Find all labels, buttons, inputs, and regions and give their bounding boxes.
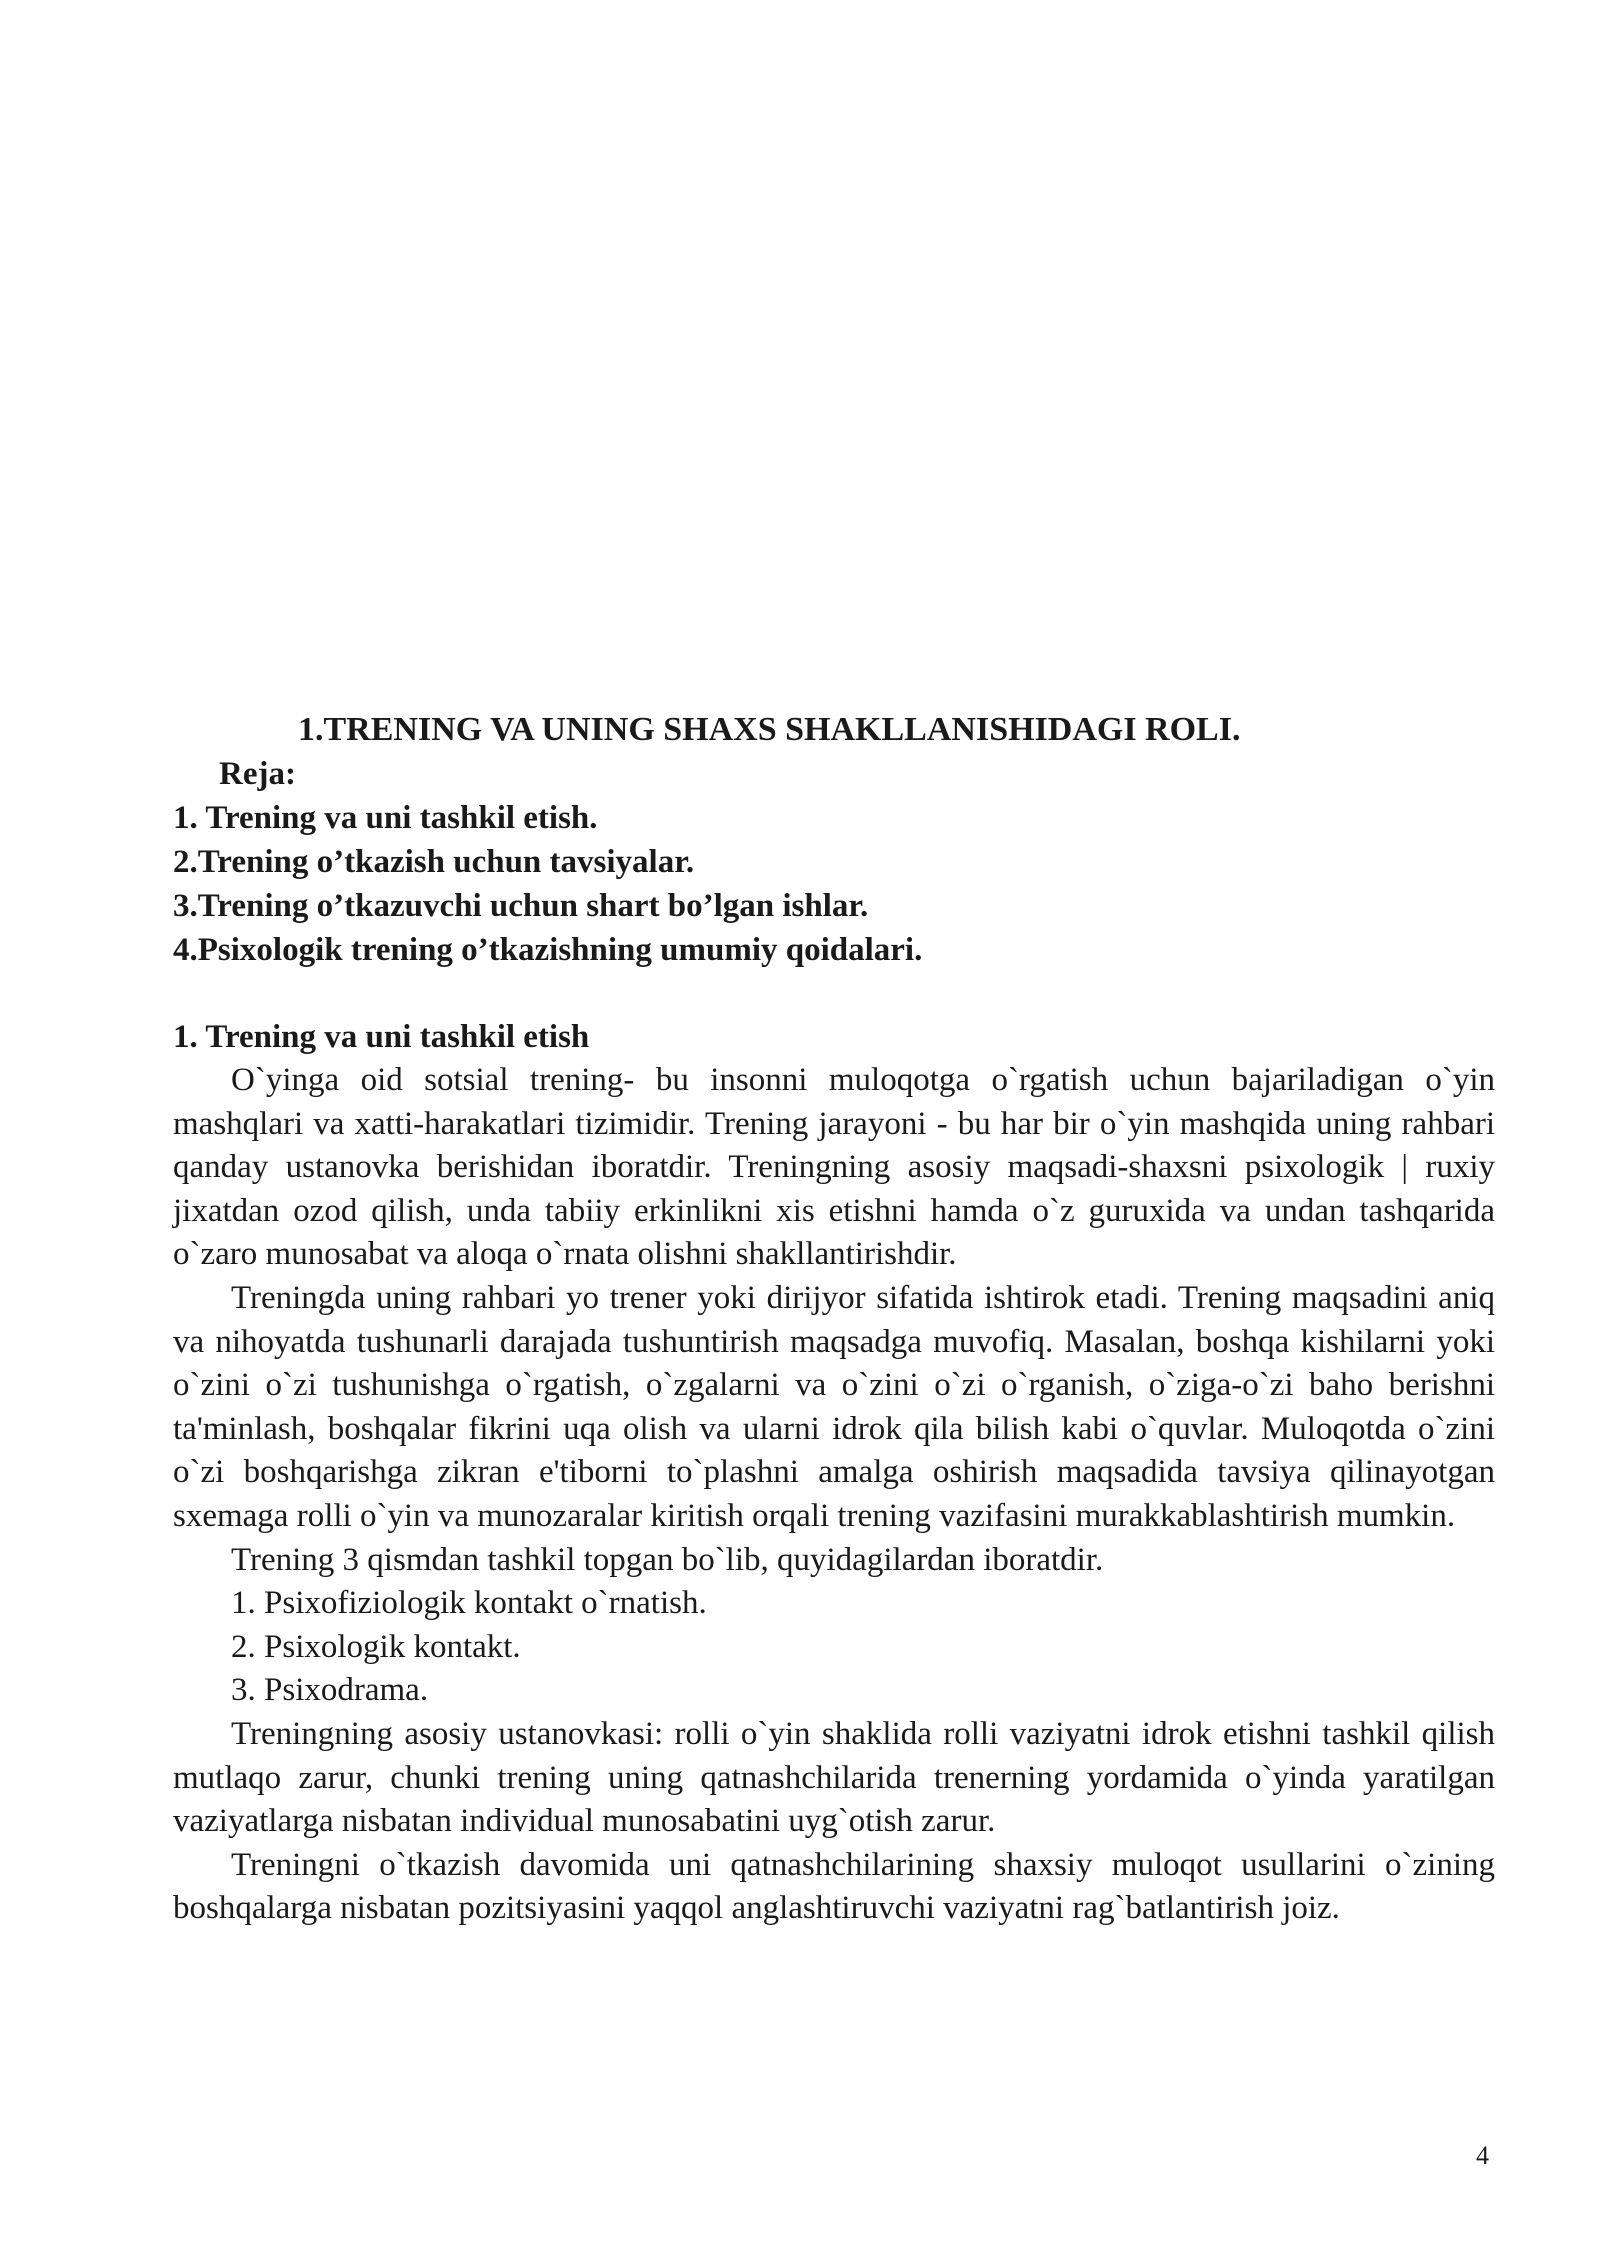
page-content (173, 708, 1495, 1931)
chapter-title: 1.TRENING VA UNING SHAXS SHAKLLANISHIDAGI ROLI. (298, 711, 1241, 748)
plan-heading: Reja: (219, 756, 296, 792)
paragraph: Treningning asosiy ustanovkasi: rolli o`yin shaklida rolli vaziyatni idrok etishni tashkil qilish mutlaqo zarur, chunki trening uning qatnashchilarida trenerning yordamida o`yinda yaratilgan vaziyatlarga nisbatan individual munosabatini uyg`otish zarur. (173, 1715, 1495, 1840)
section-heading: 1. Trening va uni tashkil etish (173, 1019, 590, 1055)
training-parts-list (173, 1582, 1495, 1713)
spacer (173, 972, 1495, 1015)
plan-item: 1. Trening va uni tashkil etish. (173, 800, 598, 836)
paragraph: O`yinga oid sotsial trening- bu insonni muloqotga o`rgatish uchun bajariladigan o`yin mashqlari va xatti-harakatlari tizimidir. Trening jarayoni - bu har bir o`yin mashqida uning rahbari qanday ustanovka berishidan iboratdir. Treningning asosiy maqsadi-shaxsni psixologik | ruxiy jixatdan ozod qilish, unda tabiiy erkinlikni xis etishni hamda o`z guruxida va undan tashqarida o`zaro munosabat va aloqa o`rnata olishni shakllantirishdir. (173, 1062, 1495, 1273)
list-item: 3. Psixodrama. (231, 1672, 429, 1709)
plan-item: 3.Trening o’tkazuvchi uchun shart bo’lgan ishlar. (173, 888, 869, 924)
paragraph: Treningni o`tkazish davomida uni qatnashchilarining shaxsiy muloqot usullarini o`zining boshqalarga nisbatan pozitsiyasini yaqqol anglashtiruvchi vaziyatni rag`batlantirish joiz. (173, 1846, 1495, 1927)
list-item: 2. Psixologik kontakt. (231, 1628, 521, 1665)
plan-list (173, 796, 1495, 972)
plan-item: 4.Psixologik trening o’tkazishning umumiy qoidalari. (173, 932, 923, 968)
list-item: 1. Psixofiziologik kontakt o`rnatish. (231, 1585, 707, 1622)
page-number: 4 (1476, 2141, 1489, 2170)
paragraph: Treningda uning rahbari yo trener yoki dirijyor sifatida ishtirok etadi. Trening maqsadini aniq va nihoyatda tushunarli darajada tushuntirish maqsadga muvofiq. Masalan, boshqa kishilarni yoki o`zini o`zi tushunishga o`rgatish, o`zgalarni va o`zini o`zi o`rganish, o`ziga-o`zi baho berishni ta'minlash, boshqalar fikrini uqa olish va ularni idrok qila bilish kabi o`quvlar. Muloqotda o`zini o`zi boshqarishga zikran e'tiborni to`plashni amalga oshirish maqsadida tavsiya qilinayotgan sxemaga rolli o`yin va munozaralar kiritish orqali trening vazifasini murakkablashtirish mumkin. (173, 1279, 1495, 1534)
paragraph: Trening 3 qismdan tashkil topgan bo`lib, quyidagilardan iboratdir. (231, 1541, 1104, 1578)
plan-item: 2.Trening o’tkazish uchun tavsiyalar. (173, 844, 695, 880)
